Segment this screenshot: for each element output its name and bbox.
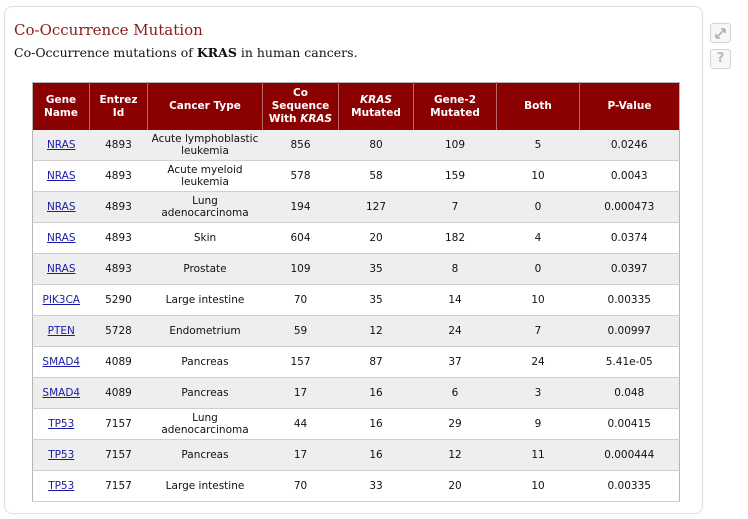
gene2-mutated-cell: 14 — [414, 285, 497, 316]
p-value-cell: 0.0374 — [580, 223, 680, 254]
co-sequence-cell: 70 — [263, 471, 339, 502]
p-value-cell: 0.0246 — [580, 130, 680, 161]
cancer-type-cell: Endometrium — [148, 316, 263, 347]
header-gene-name[interactable]: Gene Name — [33, 83, 90, 131]
co-sequence-cell: 17 — [263, 440, 339, 471]
both-cell: 24 — [497, 347, 580, 378]
subtitle-prefix: Co-Occurrence mutations of — [14, 45, 197, 60]
gene2-mutated-cell: 12 — [414, 440, 497, 471]
gene-name-cell — [33, 316, 90, 347]
subtitle-suffix: in human cancers. — [236, 45, 358, 60]
table-row — [33, 223, 680, 254]
co-sequence-cell: 578 — [263, 161, 339, 192]
table-row — [33, 347, 680, 378]
gene-link[interactable]: PIK3CA — [42, 294, 80, 306]
gene-link[interactable]: NRAS — [46, 139, 76, 151]
kras-mutated-cell: 16 — [339, 378, 414, 409]
entrez-id-cell: 7157 — [90, 471, 148, 502]
help-icon: ? — [716, 51, 725, 66]
gene-name-cell — [33, 440, 90, 471]
panel-subtitle — [14, 45, 358, 61]
table-row — [33, 440, 680, 471]
header-kras-mutated[interactable] — [339, 83, 414, 131]
resize-icon — [714, 29, 727, 44]
entrez-id-cell: 7157 — [90, 409, 148, 440]
co-sequence-cell: 856 — [263, 130, 339, 161]
p-value-cell: 0.0397 — [580, 254, 680, 285]
table-row — [33, 161, 680, 192]
gene2-mutated-cell: 7 — [414, 192, 497, 223]
entrez-id-cell: 4893 — [90, 192, 148, 223]
p-value-cell: 5.41e-05 — [580, 347, 680, 378]
cancer-type-cell: Acute lymphoblastic leukemia — [148, 130, 263, 161]
entrez-id-cell: 4893 — [90, 130, 148, 161]
co-sequence-cell: 157 — [263, 347, 339, 378]
gene-link[interactable]: NRAS — [46, 263, 76, 275]
gene-name-cell — [33, 223, 90, 254]
header-co-sequence-text: Co Sequence With — [268, 87, 330, 125]
kras-mutated-cell: 58 — [339, 161, 414, 192]
gene2-mutated-cell: 8 — [414, 254, 497, 285]
entrez-id-cell: 4893 — [90, 223, 148, 254]
gene2-mutated-cell: 24 — [414, 316, 497, 347]
both-cell: 10 — [497, 161, 580, 192]
cancer-type-cell: Lung adenocarcinoma — [148, 192, 263, 223]
table-row — [33, 285, 680, 316]
p-value-cell: 0.000444 — [580, 440, 680, 471]
cancer-type-cell: Pancreas — [148, 440, 263, 471]
both-cell: 4 — [497, 223, 580, 254]
co-sequence-cell: 194 — [263, 192, 339, 223]
table-row — [33, 130, 680, 161]
entrez-id-cell: 5290 — [90, 285, 148, 316]
kras-mutated-cell: 16 — [339, 409, 414, 440]
gene-link[interactable]: NRAS — [46, 232, 76, 244]
kras-mutated-cell: 33 — [339, 471, 414, 502]
header-p-value[interactable]: P-Value — [580, 83, 680, 131]
gene-link[interactable]: SMAD4 — [42, 387, 81, 399]
help-button[interactable] — [710, 49, 731, 69]
gene-name-cell — [33, 471, 90, 502]
both-cell: 5 — [497, 130, 580, 161]
gene-name-cell — [33, 378, 90, 409]
kras-mutated-cell: 16 — [339, 440, 414, 471]
entrez-id-cell: 7157 — [90, 440, 148, 471]
kras-mutated-cell: 35 — [339, 254, 414, 285]
kras-mutated-cell: 20 — [339, 223, 414, 254]
co-sequence-cell: 17 — [263, 378, 339, 409]
gene2-mutated-cell: 29 — [414, 409, 497, 440]
entrez-id-cell: 4893 — [90, 161, 148, 192]
both-cell: 10 — [497, 471, 580, 502]
table-row — [33, 409, 680, 440]
gene-name-cell — [33, 254, 90, 285]
co-sequence-cell: 44 — [263, 409, 339, 440]
gene2-mutated-cell: 37 — [414, 347, 497, 378]
gene2-mutated-cell: 109 — [414, 130, 497, 161]
co-sequence-cell: 604 — [263, 223, 339, 254]
gene2-mutated-cell: 182 — [414, 223, 497, 254]
co-sequence-cell: 59 — [263, 316, 339, 347]
gene-name-cell — [33, 130, 90, 161]
both-cell: 0 — [497, 254, 580, 285]
panel-title: Co-Occurrence Mutation — [14, 21, 203, 39]
gene2-mutated-cell: 6 — [414, 378, 497, 409]
kras-mutated-cell: 80 — [339, 130, 414, 161]
gene2-mutated-cell: 20 — [414, 471, 497, 502]
kras-mutated-cell: 87 — [339, 347, 414, 378]
gene-link[interactable]: NRAS — [46, 170, 76, 182]
cancer-type-cell: Lung adenocarcinoma — [148, 409, 263, 440]
entrez-id-cell: 4893 — [90, 254, 148, 285]
header-both[interactable]: Both — [497, 83, 580, 131]
gene-link[interactable]: SMAD4 — [42, 356, 81, 368]
both-cell: 9 — [497, 409, 580, 440]
gene-link[interactable]: NRAS — [46, 201, 76, 213]
cancer-type-cell: Large intestine — [148, 285, 263, 316]
gene-name-cell — [33, 409, 90, 440]
co-sequence-cell: 109 — [263, 254, 339, 285]
kras-mutated-cell: 127 — [339, 192, 414, 223]
cancer-type-cell: Skin — [148, 223, 263, 254]
both-cell: 0 — [497, 192, 580, 223]
cancer-type-cell: Pancreas — [148, 347, 263, 378]
p-value-cell: 0.00335 — [580, 471, 680, 502]
header-co-sequence-gene: KRAS — [300, 113, 333, 125]
header-gene2-mutated[interactable]: Gene-2 Mutated — [414, 83, 497, 131]
cancer-type-cell: Prostate — [148, 254, 263, 285]
table-row — [33, 378, 680, 409]
both-cell: 3 — [497, 378, 580, 409]
kras-mutated-cell: 12 — [339, 316, 414, 347]
entrez-id-cell: 5728 — [90, 316, 148, 347]
gene-name-cell — [33, 161, 90, 192]
header-entrez-id[interactable]: Entrez Id — [90, 83, 148, 131]
p-value-cell: 0.048 — [580, 378, 680, 409]
header-kras-suffix: Mutated — [351, 106, 401, 119]
header-kras-gene: KRAS — [360, 93, 392, 106]
kras-mutated-cell: 35 — [339, 285, 414, 316]
table-row — [33, 471, 680, 502]
table-body — [33, 130, 680, 502]
header-cancer-type[interactable]: Cancer Type — [148, 83, 263, 131]
p-value-cell: 0.0043 — [580, 161, 680, 192]
gene-name-cell — [33, 347, 90, 378]
p-value-cell: 0.00997 — [580, 316, 680, 347]
p-value-cell: 0.000473 — [580, 192, 680, 223]
p-value-cell: 0.00415 — [580, 409, 680, 440]
gene-name-cell — [33, 192, 90, 223]
gene-link[interactable]: TP53 — [48, 480, 75, 492]
cancer-type-cell: Large intestine — [148, 471, 263, 502]
entrez-id-cell: 4089 — [90, 378, 148, 409]
cancer-type-cell: Acute myeloid leukemia — [148, 161, 263, 192]
gene-link[interactable]: TP53 — [48, 449, 75, 461]
co-occurrence-table — [32, 82, 680, 502]
gene-name-cell — [33, 285, 90, 316]
both-cell: 10 — [497, 285, 580, 316]
p-value-cell: 0.00335 — [580, 285, 680, 316]
resize-button[interactable] — [710, 23, 731, 43]
cancer-type-cell: Pancreas — [148, 378, 263, 409]
both-cell: 7 — [497, 316, 580, 347]
table-row — [33, 316, 680, 347]
table-row — [33, 254, 680, 285]
entrez-id-cell: 4089 — [90, 347, 148, 378]
subtitle-gene: KRAS — [196, 45, 237, 60]
co-sequence-cell: 70 — [263, 285, 339, 316]
table-header-row — [33, 83, 680, 131]
both-cell: 11 — [497, 440, 580, 471]
table-row — [33, 192, 680, 223]
gene2-mutated-cell: 159 — [414, 161, 497, 192]
gene-link[interactable]: TP53 — [48, 418, 75, 430]
header-co-sequence[interactable] — [263, 83, 339, 131]
gene-link[interactable]: PTEN — [47, 325, 75, 337]
